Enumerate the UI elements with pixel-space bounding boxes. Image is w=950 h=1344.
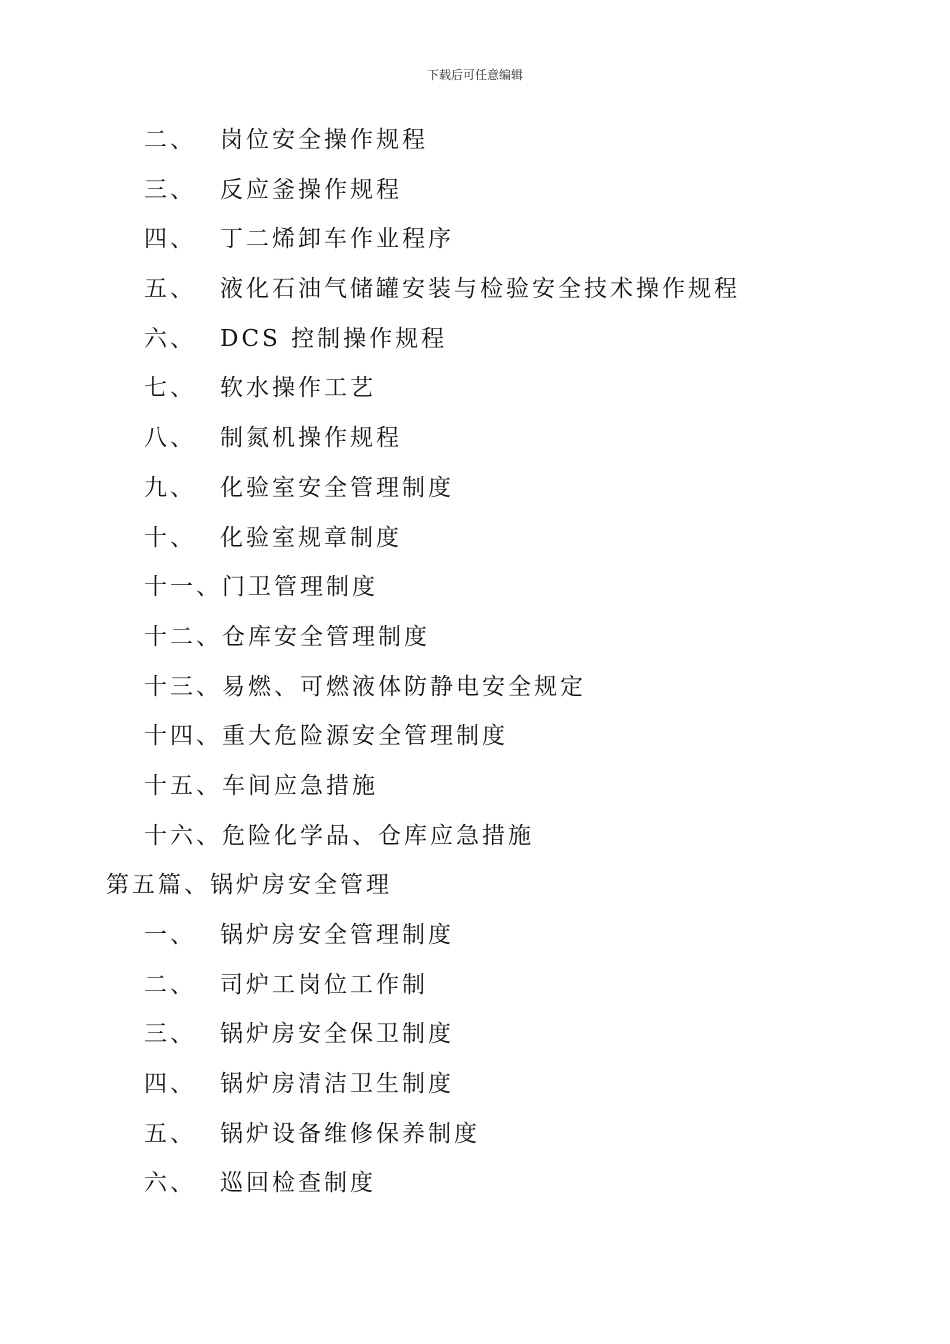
toc-entry-text: 十二、仓库安全管理制度	[144, 623, 430, 650]
toc-entry-title: 司炉工岗位工作制	[220, 971, 428, 998]
toc-entry-title: 制氮机操作规程	[220, 425, 402, 452]
toc-entry-title: 液化石油气储罐安装与检验安全技术操作规程	[220, 276, 740, 303]
toc-entry-title: 反应釜操作规程	[220, 176, 402, 203]
toc-entry	[0, 762, 950, 812]
toc-entry	[0, 1159, 950, 1209]
toc-entry	[0, 812, 950, 862]
part-heading: 第五篇、锅炉房安全管理	[106, 872, 392, 899]
toc-entry	[0, 1060, 950, 1110]
toc-entry	[0, 364, 950, 414]
toc-entry	[0, 563, 950, 613]
toc-entry-title: 化验室规章制度	[220, 524, 402, 551]
toc-entry	[0, 712, 950, 762]
toc-entry-number: 四、	[144, 1071, 196, 1098]
toc-entry-number: 三、	[144, 176, 196, 203]
toc-entry-text: 十五、车间应急措施	[144, 772, 378, 799]
toc-entry-number: 六、	[144, 1170, 196, 1197]
toc-entry-number: 一、	[144, 922, 196, 948]
toc-entry	[0, 315, 950, 365]
toc-entry-number: 九、	[144, 474, 196, 501]
part-heading-row	[0, 861, 950, 911]
page-header: 下载后可任意编辑	[426, 68, 523, 82]
toc-entry	[0, 514, 950, 564]
toc-entry	[0, 166, 950, 216]
toc-entry-title: 锅炉房安全保卫制度	[220, 1021, 454, 1048]
toc-entry	[0, 663, 950, 713]
toc-entry-number: 七、	[144, 375, 196, 402]
toc-entry	[0, 464, 950, 514]
toc-entry-number: 二、	[144, 127, 196, 153]
toc-entry-text: 十四、重大危险源安全管理制度	[144, 723, 508, 750]
toc-entry-title: 丁二烯卸车作业程序	[220, 226, 454, 253]
toc-entry	[0, 613, 950, 663]
toc-entry-number: 四、	[144, 226, 196, 253]
toc-entry	[0, 265, 950, 315]
toc-entry-number: 五、	[144, 276, 196, 303]
toc-entry-number: 六、	[144, 325, 196, 352]
toc-entry-title: 巡回检查制度	[220, 1170, 376, 1197]
toc-entry	[0, 116, 950, 166]
table-of-contents	[0, 116, 950, 1209]
toc-entry-title: 锅炉设备维修保养制度	[220, 1120, 480, 1147]
toc-entry-title: 锅炉房安全管理制度	[220, 922, 454, 948]
toc-entry-text: 十三、易燃、可燃液体防静电安全规定	[144, 673, 586, 700]
toc-entry-title: 锅炉房清洁卫生制度	[220, 1071, 454, 1098]
toc-entry-number: 二、	[144, 971, 196, 998]
toc-entry-number: 三、	[144, 1021, 196, 1048]
toc-entry	[0, 215, 950, 265]
toc-entry	[0, 961, 950, 1011]
toc-entry	[0, 911, 950, 961]
toc-entry-title: 化验室安全管理制度	[220, 474, 454, 501]
toc-entry-number: 十、	[144, 524, 196, 551]
toc-entry	[0, 414, 950, 464]
toc-entry-number: 八、	[144, 425, 196, 452]
toc-entry-text: 十一、门卫管理制度	[144, 574, 378, 601]
toc-entry-text: 十六、危险化学品、仓库应急措施	[144, 822, 534, 849]
toc-entry-title: 软水操作工艺	[220, 375, 376, 402]
toc-entry	[0, 1110, 950, 1160]
toc-entry-number: 五、	[144, 1120, 196, 1147]
toc-entry-title: DCS 控制操作规程	[220, 325, 448, 352]
toc-entry	[0, 1010, 950, 1060]
toc-entry-title: 岗位安全操作规程	[220, 127, 428, 153]
